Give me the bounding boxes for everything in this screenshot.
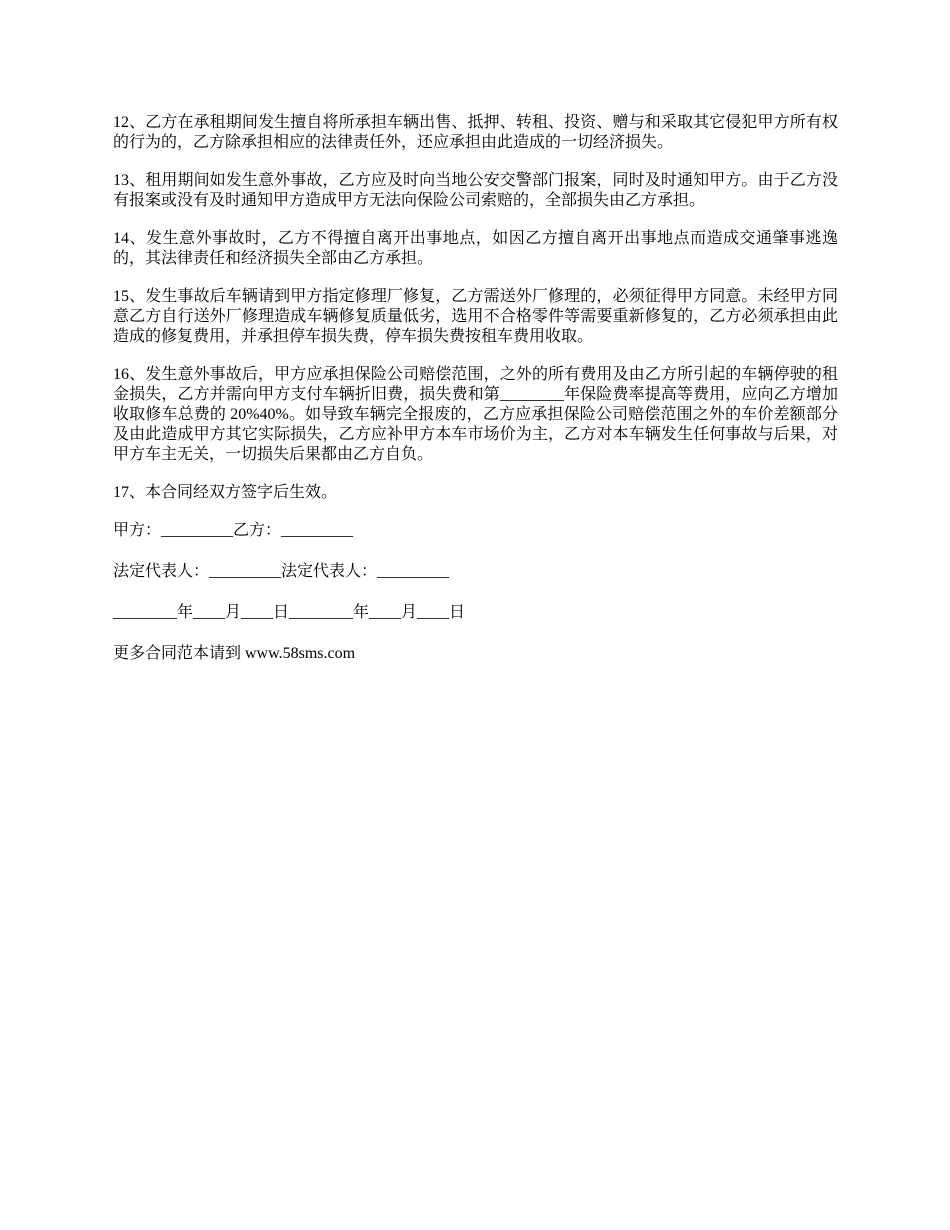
signature-dates-line: ________年____月____日________年____月____日 (113, 604, 466, 621)
footer-more-templates: 更多合同范本请到 www.58sms.com (113, 645, 356, 662)
clause-17: 17、本合同经双方签字后生效。 (113, 484, 338, 501)
clause-12: 12、乙方在承租期间发生擅自将所承担车辆出售、抵押、转租、投资、赠与和采取其它侵犯甲方所有权的行为的，乙方除承担相应的法律责任外，还应承担由此造成的一切经济损失。 (113, 114, 838, 151)
clause-13: 13、租用期间如发生意外事故，乙方应及时向当地公安交警部门报案，同时及时通知甲方。由于乙方没有报案或没有及时通知甲方造成甲方无法向保险公司索赔的，全部损失由乙方承担。 (113, 172, 838, 209)
contract-page (113, 113, 838, 664)
clause-16: 16、发生意外事故后，甲方应承担保险公司赔偿范围，之外的所有费用及由乙方所引起的车辆停驶的租金损失，乙方并需向甲方支付车辆折旧费，损失费和第________年保险费率提高等费用，应向乙方增加收取修车总费的 20%40%。如导致车辆完全报废的，乙方应承担保险公司赔偿范围之外的车价差额部分及由此造成甲方其它实际损失，乙方应补甲方本车市场价为主，乙方对本车辆发生任何事故与后果，对甲方车主无关，一切损失后果都由乙方自负。 (113, 366, 838, 463)
signature-parties-line: 甲方：_________乙方：_________ (113, 522, 354, 539)
signature-representatives-line: 法定代表人：_________法定代表人：_________ (113, 563, 450, 580)
clause-14: 14、发生意外事故时，乙方不得擅自离开出事地点，如因乙方擅自离开出事地点而造成交通肇事逃逸的，其法律责任和经济损失全部由乙方承担。 (113, 230, 838, 267)
clause-15: 15、发生事故后车辆请到甲方指定修理厂修复，乙方需送外厂修理的，必须征得甲方同意。未经甲方同意乙方自行送外厂修理造成车辆修复质量低劣，选用不合格零件等需要重新修复的，乙方必须承担由此造成的修复费用，并承担停车损失费，停车损失费按租车费用收取。 (113, 288, 838, 345)
